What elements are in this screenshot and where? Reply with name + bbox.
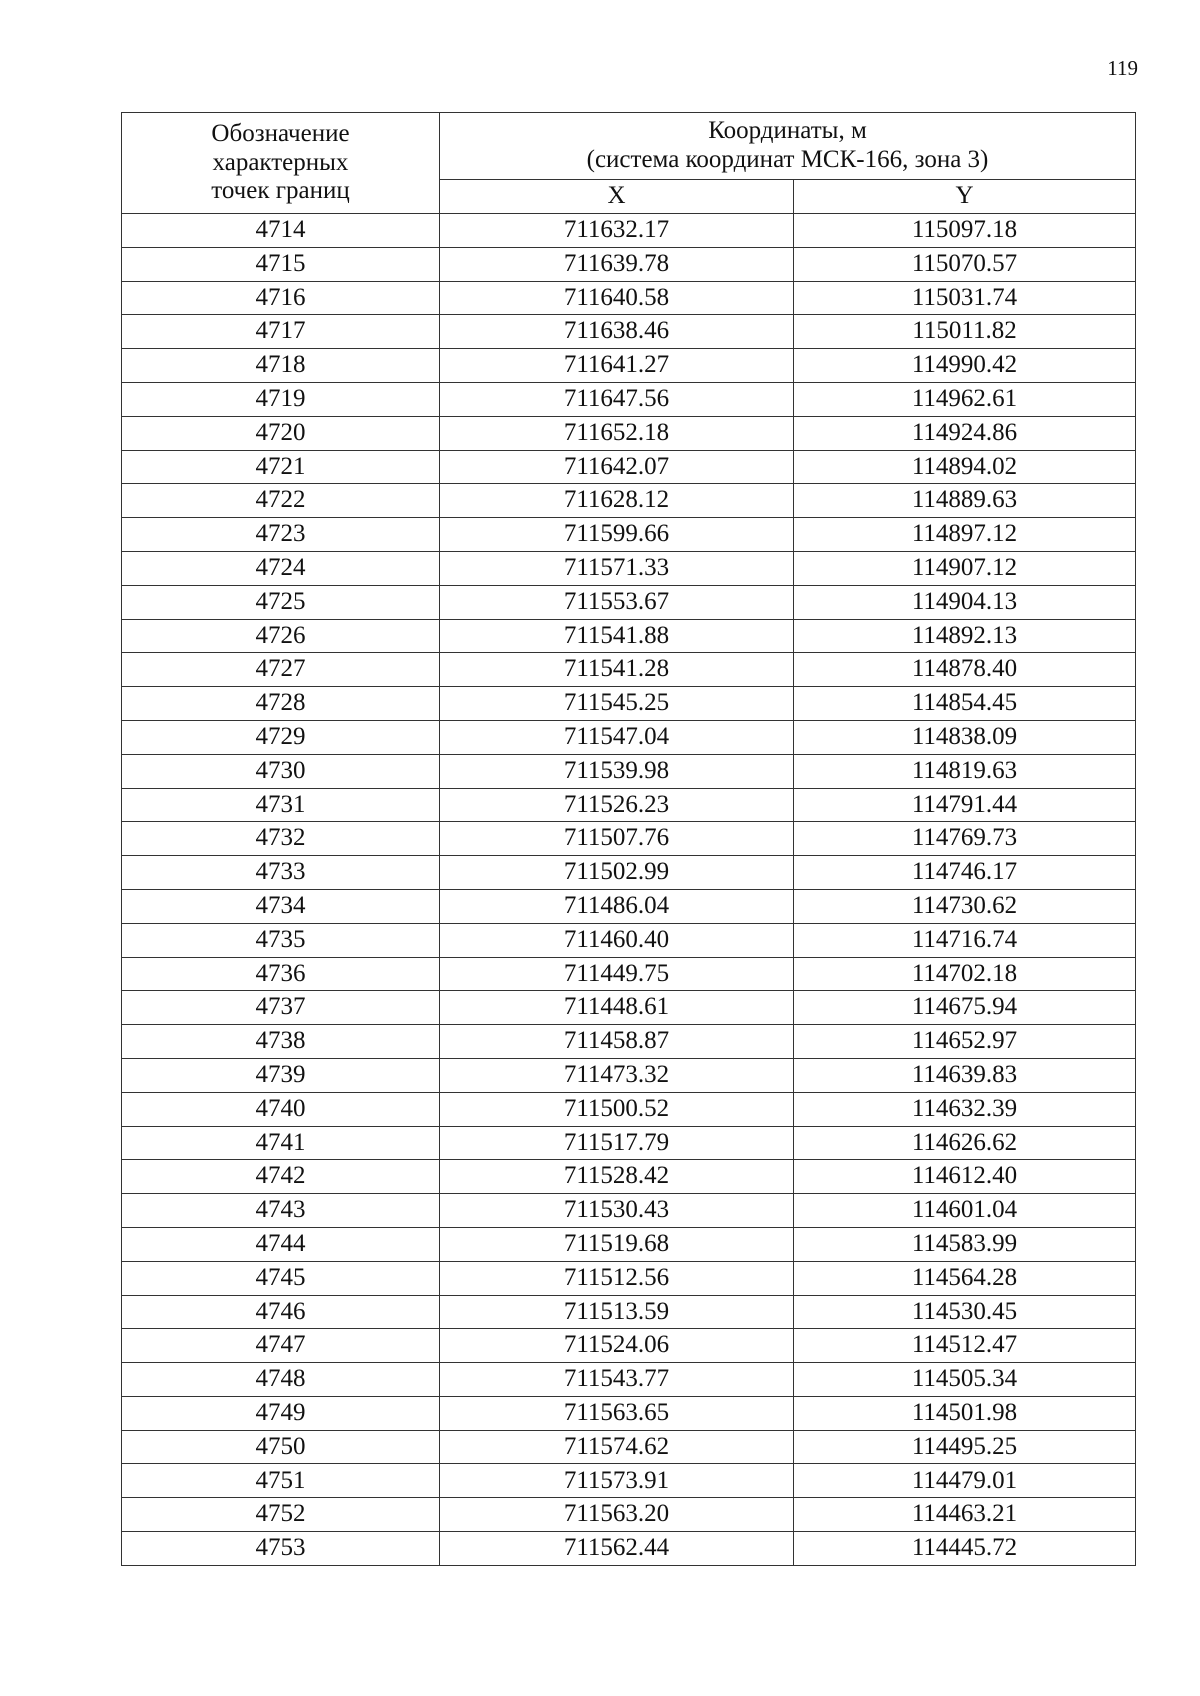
point-id-cell: 4752 (122, 1498, 440, 1532)
point-id-cell: 4723 (122, 518, 440, 552)
x-coordinate-cell: 711541.88 (440, 619, 794, 653)
y-coordinate-cell: 115011.82 (794, 315, 1136, 349)
table-row (122, 281, 1136, 315)
table-row (122, 1329, 1136, 1363)
point-id-cell: 4739 (122, 1058, 440, 1092)
x-coordinate-cell: 711639.78 (440, 247, 794, 281)
table-row (122, 450, 1136, 484)
y-coordinate-cell: 114626.62 (794, 1126, 1136, 1160)
y-coordinate-cell: 114583.99 (794, 1227, 1136, 1261)
x-coordinate-cell: 711524.06 (440, 1329, 794, 1363)
y-coordinate-cell: 114716.74 (794, 923, 1136, 957)
table-row (122, 214, 1136, 248)
table-row (122, 1295, 1136, 1329)
table-row (122, 518, 1136, 552)
x-coordinate-cell: 711632.17 (440, 214, 794, 248)
table-row (122, 889, 1136, 923)
point-id-cell: 4748 (122, 1363, 440, 1397)
table-row (122, 1430, 1136, 1464)
point-id-cell: 4741 (122, 1126, 440, 1160)
x-coordinate-cell: 711599.66 (440, 518, 794, 552)
point-id-cell: 4728 (122, 687, 440, 721)
point-id-cell: 4744 (122, 1227, 440, 1261)
y-coordinate-cell: 114897.12 (794, 518, 1136, 552)
point-id-cell: 4740 (122, 1092, 440, 1126)
y-coordinate-cell: 114904.13 (794, 585, 1136, 619)
page-number: 119 (1107, 56, 1138, 80)
x-coordinate-cell: 711502.99 (440, 856, 794, 890)
x-coordinate-cell: 711449.75 (440, 957, 794, 991)
x-coordinate-cell: 711517.79 (440, 1126, 794, 1160)
table-row (122, 788, 1136, 822)
y-coordinate-cell: 114505.34 (794, 1363, 1136, 1397)
point-id-cell: 4717 (122, 315, 440, 349)
point-header-line: Обозначение (211, 119, 350, 147)
point-id-cell: 4721 (122, 450, 440, 484)
x-coordinate-cell: 711642.07 (440, 450, 794, 484)
point-id-cell: 4727 (122, 653, 440, 687)
x-coordinate-cell: 711507.76 (440, 822, 794, 856)
point-id-cell: 4753 (122, 1532, 440, 1566)
table-row (122, 687, 1136, 721)
x-coordinate-cell: 711448.61 (440, 991, 794, 1025)
table-row (122, 619, 1136, 653)
point-id-cell: 4743 (122, 1194, 440, 1228)
x-coordinate-cell: 711539.98 (440, 754, 794, 788)
point-id-cell: 4731 (122, 788, 440, 822)
coordinates-column-header (440, 113, 1136, 180)
coordinates-table (121, 112, 1136, 1566)
point-id-cell: 4716 (122, 281, 440, 315)
x-coordinate-cell: 711486.04 (440, 889, 794, 923)
y-coordinate-cell: 114612.40 (794, 1160, 1136, 1194)
x-coordinate-cell: 711500.52 (440, 1092, 794, 1126)
y-coordinate-cell: 114990.42 (794, 349, 1136, 383)
y-coordinate-cell: 115070.57 (794, 247, 1136, 281)
x-coordinate-cell: 711640.58 (440, 281, 794, 315)
y-coordinate-cell: 114819.63 (794, 754, 1136, 788)
x-coordinate-cell: 711541.28 (440, 653, 794, 687)
point-id-cell: 4715 (122, 247, 440, 281)
table-row (122, 822, 1136, 856)
table-row (122, 1532, 1136, 1566)
y-coordinate-cell: 114907.12 (794, 551, 1136, 585)
table-row (122, 1363, 1136, 1397)
point-id-cell: 4730 (122, 754, 440, 788)
point-id-cell: 4732 (122, 822, 440, 856)
point-id-cell: 4746 (122, 1295, 440, 1329)
y-coordinate-cell: 114530.45 (794, 1295, 1136, 1329)
point-column-header (122, 113, 440, 214)
table-row (122, 315, 1136, 349)
x-coordinate-cell: 711553.67 (440, 585, 794, 619)
y-coordinate-cell: 114639.83 (794, 1058, 1136, 1092)
table-row (122, 1025, 1136, 1059)
x-coordinate-cell: 711526.23 (440, 788, 794, 822)
x-coordinate-cell: 711647.56 (440, 382, 794, 416)
point-id-cell: 4720 (122, 416, 440, 450)
point-id-cell: 4735 (122, 923, 440, 957)
y-coordinate-cell: 115097.18 (794, 214, 1136, 248)
point-id-cell: 4722 (122, 484, 440, 518)
x-coordinate-cell: 711652.18 (440, 416, 794, 450)
y-coordinate-cell: 114601.04 (794, 1194, 1136, 1228)
x-coordinate-cell: 711543.77 (440, 1363, 794, 1397)
y-coordinate-cell: 114730.62 (794, 889, 1136, 923)
y-column-header: Y (794, 180, 1136, 214)
point-header-line: точек границ (211, 177, 350, 205)
table-row (122, 1396, 1136, 1430)
coordinates-header-line: (система координат МСК-166, зона 3) (586, 146, 989, 173)
table-row (122, 1126, 1136, 1160)
table-row (122, 1464, 1136, 1498)
table-row (122, 754, 1136, 788)
x-coordinate-cell: 711641.27 (440, 349, 794, 383)
table-row (122, 1058, 1136, 1092)
y-coordinate-cell: 114501.98 (794, 1396, 1136, 1430)
x-coordinate-cell: 711473.32 (440, 1058, 794, 1092)
table-row (122, 484, 1136, 518)
x-coordinate-cell: 711513.59 (440, 1295, 794, 1329)
table-row (122, 923, 1136, 957)
x-coordinate-cell: 711563.20 (440, 1498, 794, 1532)
point-id-cell: 4724 (122, 551, 440, 585)
point-id-cell: 4747 (122, 1329, 440, 1363)
point-id-cell: 4719 (122, 382, 440, 416)
y-coordinate-cell: 114746.17 (794, 856, 1136, 890)
table-row (122, 720, 1136, 754)
x-coordinate-cell: 711530.43 (440, 1194, 794, 1228)
table-row (122, 585, 1136, 619)
x-coordinate-cell: 711574.62 (440, 1430, 794, 1464)
table-row (122, 247, 1136, 281)
point-id-cell: 4751 (122, 1464, 440, 1498)
y-coordinate-cell: 114512.47 (794, 1329, 1136, 1363)
table-row (122, 1160, 1136, 1194)
y-coordinate-cell: 114769.73 (794, 822, 1136, 856)
y-coordinate-cell: 114445.72 (794, 1532, 1136, 1566)
y-coordinate-cell: 114962.61 (794, 382, 1136, 416)
table-row (122, 1498, 1136, 1532)
y-coordinate-cell: 114878.40 (794, 653, 1136, 687)
point-id-cell: 4742 (122, 1160, 440, 1194)
point-id-cell: 4749 (122, 1396, 440, 1430)
table-row (122, 551, 1136, 585)
y-coordinate-cell: 114479.01 (794, 1464, 1136, 1498)
point-header-line: характерных (212, 148, 349, 176)
table-row (122, 1092, 1136, 1126)
coordinates-header-line: Координаты, м (708, 117, 867, 145)
y-coordinate-cell: 114854.45 (794, 687, 1136, 721)
point-id-cell: 4745 (122, 1261, 440, 1295)
table-row (122, 991, 1136, 1025)
point-id-cell: 4734 (122, 889, 440, 923)
table-row (122, 653, 1136, 687)
point-id-cell: 4750 (122, 1430, 440, 1464)
table-row (122, 1261, 1136, 1295)
y-coordinate-cell: 114889.63 (794, 484, 1136, 518)
table-row (122, 349, 1136, 383)
x-column-header: X (440, 180, 794, 214)
x-coordinate-cell: 711562.44 (440, 1532, 794, 1566)
x-coordinate-cell: 711573.91 (440, 1464, 794, 1498)
y-coordinate-cell: 114702.18 (794, 957, 1136, 991)
x-coordinate-cell: 711458.87 (440, 1025, 794, 1059)
y-coordinate-cell: 114632.39 (794, 1092, 1136, 1126)
y-coordinate-cell: 114675.94 (794, 991, 1136, 1025)
y-coordinate-cell: 114924.86 (794, 416, 1136, 450)
y-coordinate-cell: 115031.74 (794, 281, 1136, 315)
table-body (122, 214, 1136, 1566)
x-coordinate-cell: 711571.33 (440, 551, 794, 585)
point-id-cell: 4718 (122, 349, 440, 383)
x-coordinate-cell: 711512.56 (440, 1261, 794, 1295)
x-coordinate-cell: 711547.04 (440, 720, 794, 754)
y-coordinate-cell: 114892.13 (794, 619, 1136, 653)
table-row (122, 382, 1136, 416)
point-id-cell: 4725 (122, 585, 440, 619)
table-row (122, 957, 1136, 991)
y-coordinate-cell: 114652.97 (794, 1025, 1136, 1059)
table-row (122, 1227, 1136, 1261)
x-coordinate-cell: 711563.65 (440, 1396, 794, 1430)
x-coordinate-cell: 711519.68 (440, 1227, 794, 1261)
x-coordinate-cell: 711460.40 (440, 923, 794, 957)
x-coordinate-cell: 711528.42 (440, 1160, 794, 1194)
x-coordinate-cell: 711628.12 (440, 484, 794, 518)
point-id-cell: 4736 (122, 957, 440, 991)
point-id-cell: 4726 (122, 619, 440, 653)
x-coordinate-cell: 711545.25 (440, 687, 794, 721)
y-coordinate-cell: 114838.09 (794, 720, 1136, 754)
y-coordinate-cell: 114791.44 (794, 788, 1136, 822)
table-row (122, 416, 1136, 450)
point-id-cell: 4733 (122, 856, 440, 890)
x-coordinate-cell: 711638.46 (440, 315, 794, 349)
y-coordinate-cell: 114894.02 (794, 450, 1136, 484)
point-id-cell: 4737 (122, 991, 440, 1025)
y-coordinate-cell: 114463.21 (794, 1498, 1136, 1532)
point-id-cell: 4729 (122, 720, 440, 754)
table-row (122, 856, 1136, 890)
y-coordinate-cell: 114495.25 (794, 1430, 1136, 1464)
table-header-row (122, 113, 1136, 180)
point-id-cell: 4714 (122, 214, 440, 248)
point-id-cell: 4738 (122, 1025, 440, 1059)
y-coordinate-cell: 114564.28 (794, 1261, 1136, 1295)
table-row (122, 1194, 1136, 1228)
